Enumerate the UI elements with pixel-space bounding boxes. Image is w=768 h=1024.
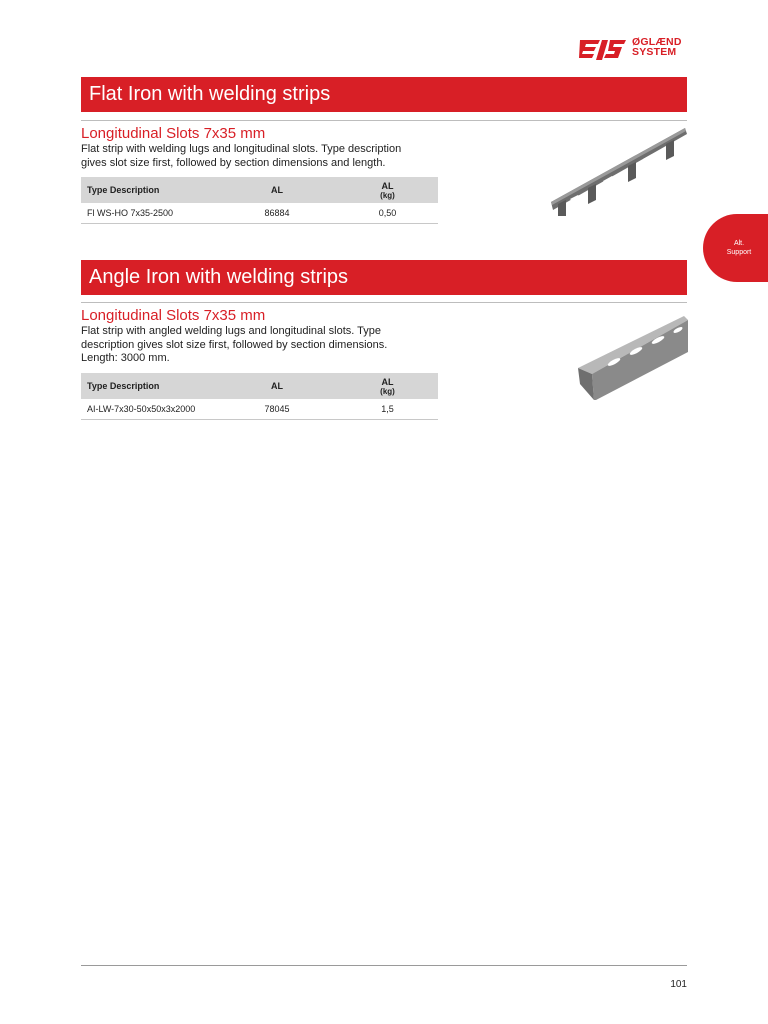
brand-line-1: ØGLÆND [632,36,682,48]
brand-line-2: SYSTEM [632,46,677,58]
cell-type: AI-LW-7x30-50x50x3x2000 [81,399,217,420]
cell-al: 78045 [217,399,337,420]
col-header-type: Type Description [81,177,217,203]
table-row [81,203,438,224]
page-number: 101 [670,979,687,990]
col-header-al: AL [217,373,337,399]
section-description: Flat strip with welding lugs and longitudinal slots. Type description gives slot size first, followed by section dimensions and length. [81,143,402,169]
col-header-unit: (kg) [380,190,395,200]
col-header-unit: (kg) [380,386,395,396]
spec-table [81,177,438,224]
side-tab-alt-support[interactable] [703,214,768,282]
col-header-al-kg [337,177,438,203]
table-header-row [81,373,438,399]
section-divider [81,302,687,303]
cell-al: 86884 [217,203,337,224]
col-header-type: Type Description [81,373,217,399]
side-tab-label-2: Support [726,249,752,256]
table-header-row [81,177,438,203]
section-description: Flat strip with angled welding lugs and longitudinal slots. Type description gives slot size first, followed by section dimensions. Length: 3000 mm. [81,325,388,364]
footer-divider [81,965,687,966]
section-title-banner: Flat Iron with welding strips [81,77,687,112]
cell-weight: 0,50 [337,203,438,224]
spec-table [81,373,438,420]
section-subtitle: Longitudinal Slots 7x35 mm [81,307,266,324]
cell-type: Fl WS-HO 7x35-2500 [81,203,217,224]
col-header-al-label: AL [381,376,394,387]
brand-wordmark [632,37,682,57]
cell-weight: 1,5 [337,399,438,420]
section-title-banner: Angle Iron with welding strips [81,260,687,295]
section-subtitle: Longitudinal Slots 7x35 mm [81,125,266,142]
table-row [81,399,438,420]
col-header-al-label: AL [381,180,394,191]
section-divider [81,120,687,121]
col-header-al: AL [217,177,337,203]
side-tab-label-1: Alt. [733,240,745,247]
flat-iron-strip-image [548,124,688,216]
oglaend-logo-icon [578,38,628,62]
angle-iron-strip-image [574,312,690,402]
col-header-al-kg [337,373,438,399]
brand-logo [578,36,688,64]
